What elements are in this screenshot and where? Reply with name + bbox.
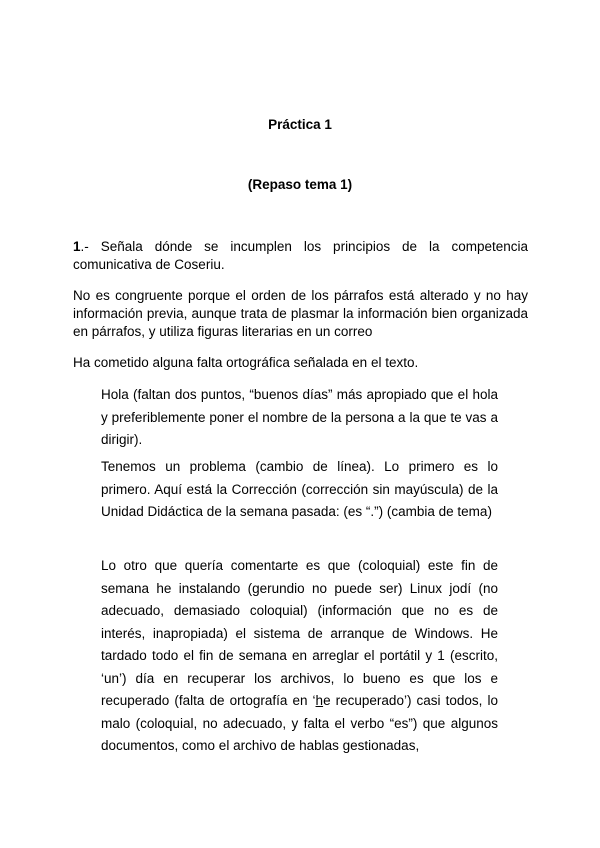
underlined-letter: h xyxy=(315,693,324,708)
document-subtitle: (Repaso tema 1) xyxy=(247,177,353,192)
quote-3-after: e recuperado’) casi todos, lo malo (coloquial, no adecuado, y falta el verbo “es”) que algunos documentos, como el archivo de hablas gestionadas, xyxy=(101,693,498,753)
question-text: .- Señala dónde se incumplen los principios de la competencia comunicativa de Coseriu. xyxy=(73,239,528,272)
note-paragraph: Ha cometido alguna falta ortográfica señalada en el texto. xyxy=(73,355,419,370)
quote-text-3 xyxy=(101,555,498,758)
quote-text-1: Hola (faltan dos puntos, “buenos días” más apropiado que el hola y preferiblemente poner el nombre de la persona a la que te vas a dirigir). xyxy=(101,387,498,447)
quote-block-2 xyxy=(101,456,498,524)
quote-block-1 xyxy=(101,384,498,452)
quote-3-before: Lo otro que quería comentarte es que (coloquial) este fin de semana he instalando (gerundio no puede ser) Linux jodí (no adecuado, demasiado coloquial) (información que no es de interés, inapropiada) el sistema de arranque de Windows. He tardado todo el fin de semana en arreglar el portátil y 1 (escrito, ‘un’) día en recuperar los archivos, lo bueno es que los e recuperado (falta de ortografía en ‘ xyxy=(101,558,498,708)
question-paragraph xyxy=(73,238,528,274)
document-title: Práctica 1 xyxy=(268,117,332,132)
question-number: 1 xyxy=(73,239,81,254)
answer-paragraph: No es congruente porque el orden de los párrafos está alterado y no hay información previa, aunque trata de plasmar la información bien organizada en párrafos, y utiliza figuras literarias en un correo xyxy=(73,288,528,339)
quote-block-3 xyxy=(101,555,498,758)
quote-text-2: Tenemos un problema (cambio de línea). Lo primero es lo primero. Aquí está la Corrección (corrección sin mayúscula) de la Unidad Didáctica de la semana pasada: (es “.”) (cambia de tema) xyxy=(101,459,498,519)
